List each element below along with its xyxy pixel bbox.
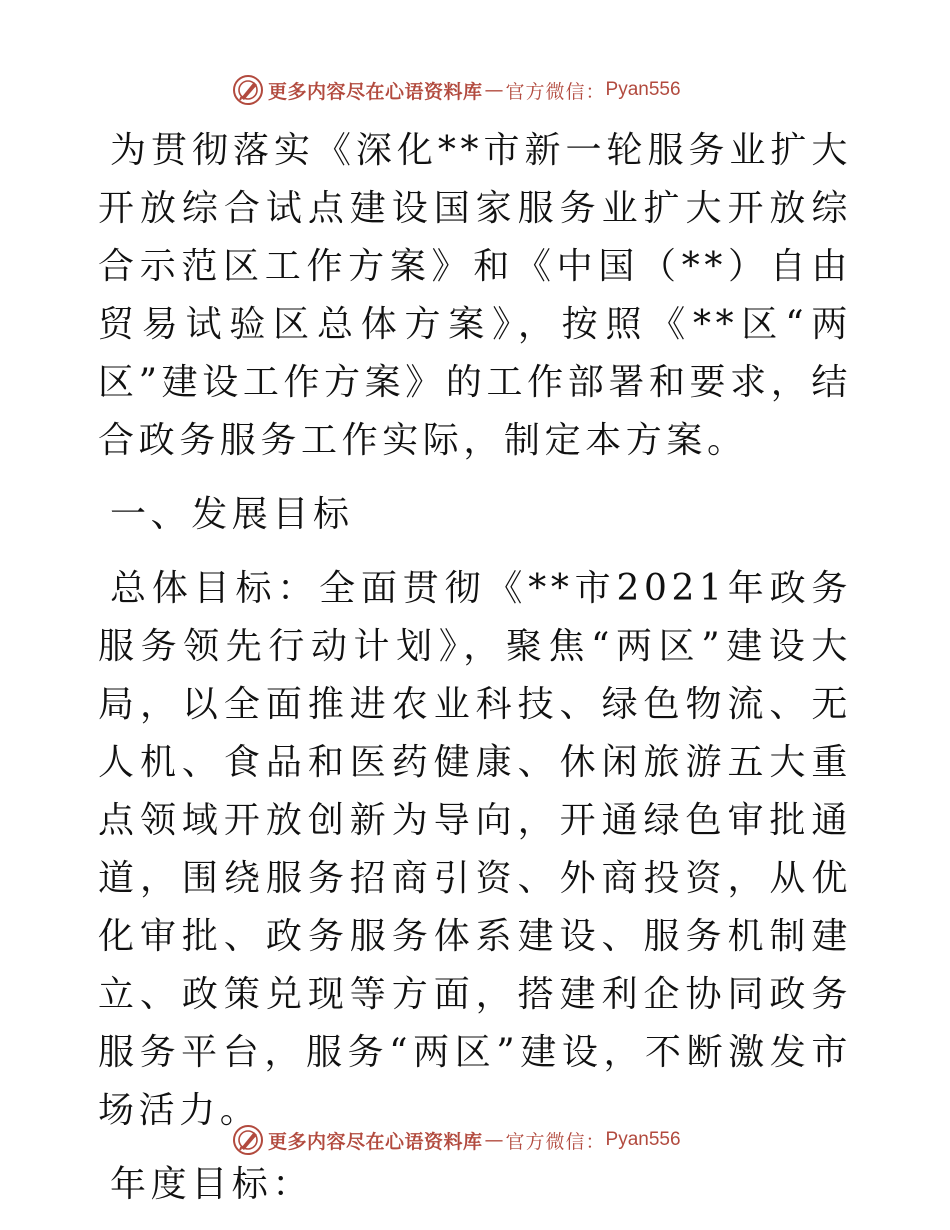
watermark-official-label: 官方微信： — [505, 1130, 606, 1153]
watermark-brand-text: 更多内容尽在心语资料库 — [268, 80, 483, 103]
overall-goal-paragraph: 总体目标：全面贯彻《**市2021年政务服务领先行动计划》，聚焦“两区”建设大局，以全面推进农业科技、绿色物流、无人机、食品和医药健康、休闲旅游五大重点领域开放创新为导向，开通绿色审批通道，围绕服务招商引资、外商投资，从优化审批、政务服务体系建设、服务机制建立、政策兑现等方面，搭建利企协同政务服务平台，服务“两区”建设，不断激发市场活力。 — [98, 568, 852, 1131]
header-watermark — [232, 72, 681, 108]
document-body — [98, 118, 852, 1214]
intro-paragraph: 为贯彻落实《深化**市新一轮服务业扩大开放综合试点建设国家服务业扩大开放综合示范区工作方案》和《中国（**）自由贸易试验区总体方案》，按照《**区“两区”建设工作方案》的工作部署和要求，结合政务服务工作实际，制定本方案。 — [98, 130, 852, 461]
watermark-dash: — — [484, 79, 504, 101]
watermark-official-label: 官方微信： — [505, 80, 606, 103]
watermark-wechat-id: Pyan556 — [605, 1129, 681, 1150]
annual-goal-label: 年度目标： — [110, 1164, 314, 1205]
watermark-brand-text: 更多内容尽在心语资料库 — [268, 1130, 483, 1153]
section-heading: 一、发展目标 — [110, 494, 354, 535]
quill-logo-icon — [232, 1124, 264, 1156]
quill-logo-icon — [232, 74, 264, 106]
watermark-dash: — — [484, 1129, 504, 1151]
footer-watermark — [232, 1122, 681, 1158]
watermark-wechat-id: Pyan556 — [605, 79, 681, 100]
